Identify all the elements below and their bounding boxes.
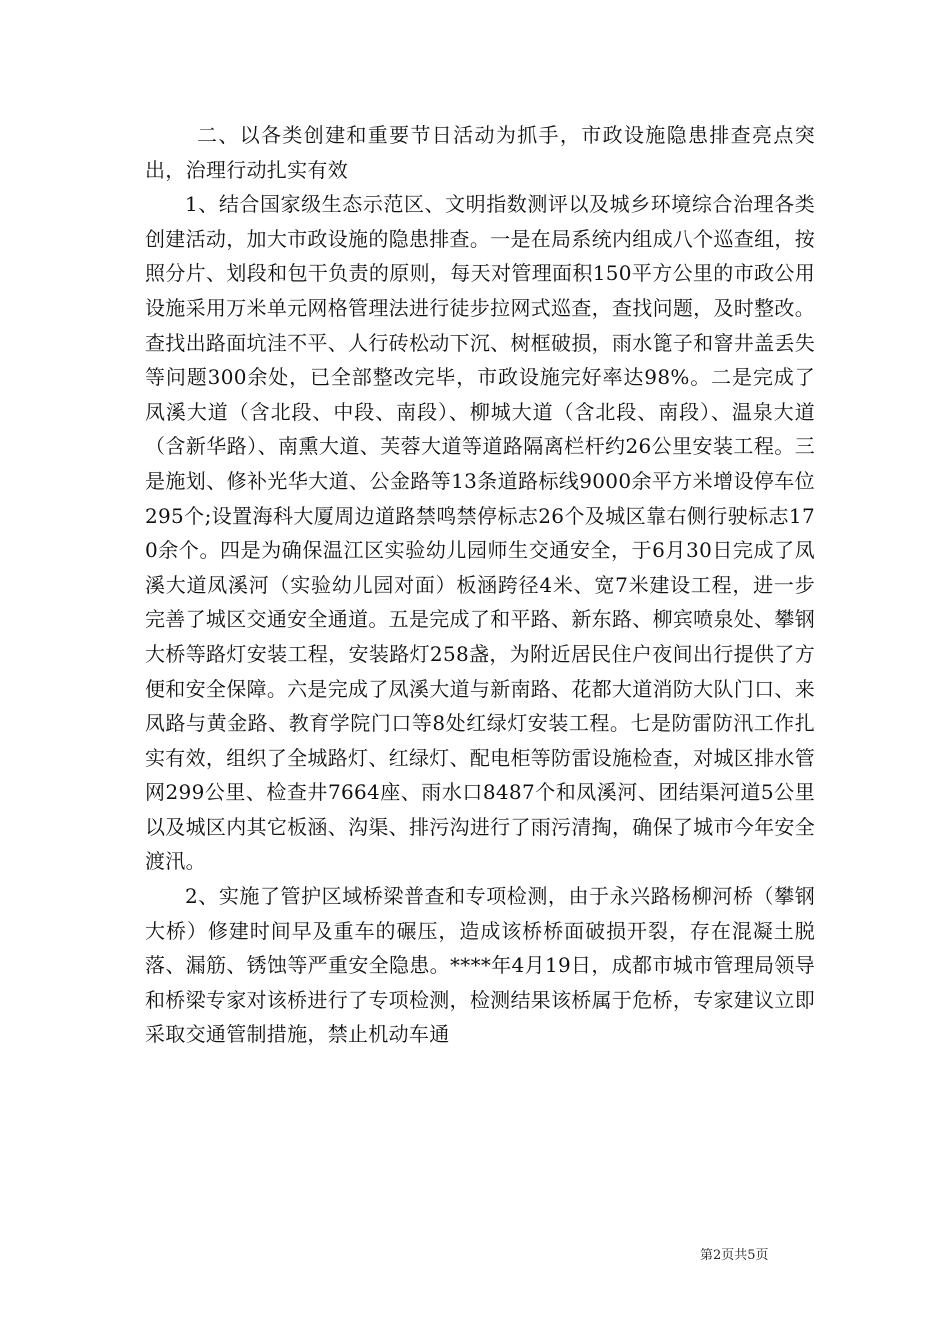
document-body — [145, 118, 815, 1052]
paragraph-2: 2、实施了管护区域桥梁普查和专项检测，由于永兴路杨柳河桥（攀钢大桥）修建时间早及重车的碾压，造成该桥桥面破损开裂，存在混凝土脱落、漏筋、锈蚀等严重安全隐患。****年4月19日，成都市城市管理局领导和桥梁专家对该桥进行了专项检测，检测结果该桥属于危桥，专家建议立即采取交通管制措施，禁止机动车通 — [145, 884, 815, 1047]
section-heading: 二、以各类创建和重要节日活动为抓手，市政设施隐患排查亮点突出，治理行动扎实有效 — [145, 123, 815, 182]
page-number: 第2页共5页 — [700, 1248, 769, 1263]
paragraph-1: 1、结合国家级生态示范区、文明指数测评以及城乡环境综合治理各类创建活动，加大市政设施的隐患排查。一是在局系统内组成八个巡查组，按照分片、划段和包干负责的原则，每天对管理面积150平方公里的市政公用设施采用万米单元网格管理法进行徒步拉网式巡查，查找问题，及时整改。查找出路面坑洼不平、人行砖松动下沉、树框破损，雨水篦子和窨井盖丢失等问题300余处，已全部整改完毕，市政设施完好率达98%。二是完成了凤溪大道（含北段、中段、南段）、柳城大道（含北段、南段）、温泉大道（含新华路）、南熏大道、芙蓉大道等道路隔离栏杆约26公里安装工程。三是施划、修补光华大道、公金路等13条道路标线9000余平方米增设停车位295个;设置海科大厦周边道路禁鸣禁停标志26个及城区靠右侧行驶标志170余个。四是为确保温江区实验幼儿园师生交通安全，于6月30日完成了凤溪大道凤溪河（实验幼儿园对面）板涵跨径4米、宽7米建设工程，进一步完善了城区交通安全通道。五是完成了和平路、新东路、柳宾喷泉处、攀钢大桥等路灯安装工程，安装路灯258盏，为附近居民住户夜间出行提供了方便和安全保障。六是完成了凤溪大道与新南路、花都大道消防大队门口、来凤路与黄金路、教育学院门口等8处红绿灯安装工程。七是防雷防汛工作扎实有效，组织了全城路灯、红绿灯、配电柜等防雷设施检查，对城区排水管网299公里、检查井7664座、雨水口8487个和凤溪河、团结渠河道5公里以及城区内其它板涵、沟渠、排污沟进行了雨污清掏，确保了城市今年安全渡汛。 — [145, 192, 815, 874]
